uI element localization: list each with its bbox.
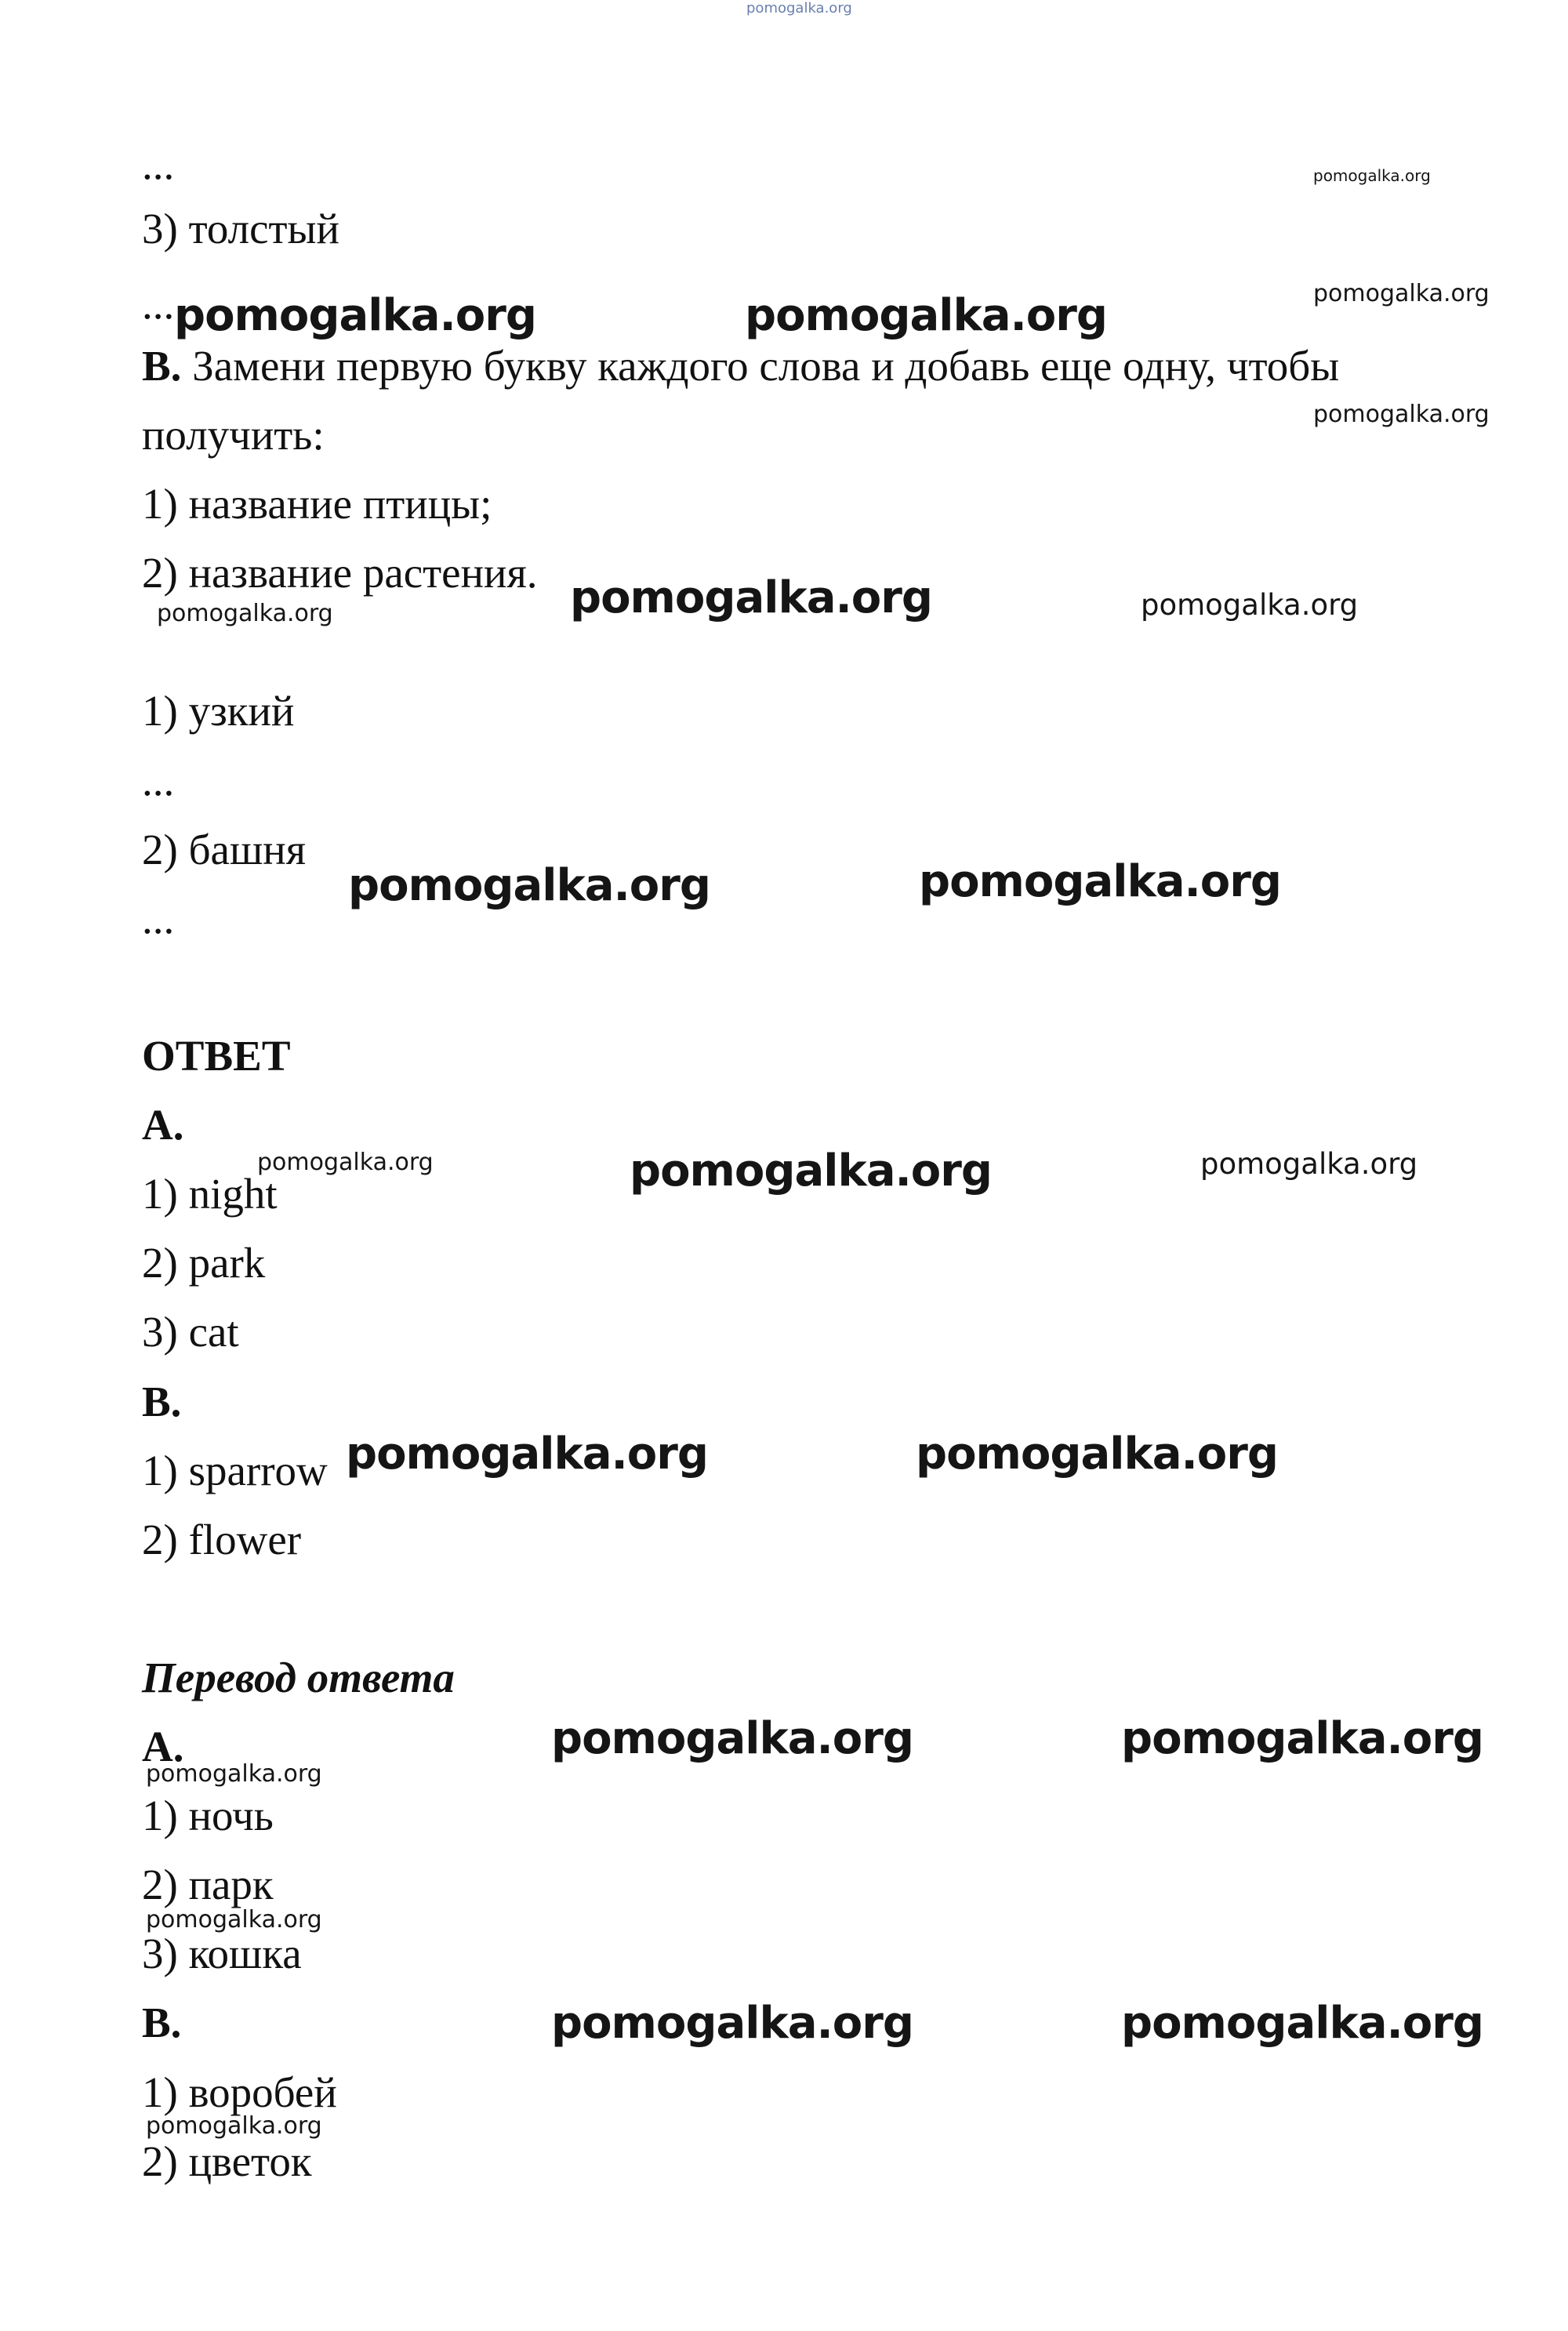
part-b-item-2: 2) название растения. [142,549,538,597]
watermark: pomogalka.org [174,290,536,341]
watermark: pomogalka.org [146,1760,322,1788]
answer-a-label: A. [142,1101,184,1149]
watermark: pomogalka.org [551,1998,913,2049]
watermark: pomogalka.org [1313,166,1431,185]
watermark: pomogalka.org [146,1906,322,1933]
part-b-instruction-cont: получить: [142,411,325,459]
watermark: pomogalka.org [157,600,333,627]
watermark: pomogalka.org [1121,1713,1483,1764]
answer-a-item: 1) night [142,1170,278,1218]
translation-heading: Перевод ответа [142,1654,455,1701]
ellipsis-line: ... [142,757,175,804]
answer-b-item: 2) flower [142,1516,302,1563]
ellipsis-line: ... [142,895,175,942]
watermark: pomogalka.org [919,856,1281,907]
watermark: pomogalka.org [1313,401,1490,428]
watermark: pomogalka.org [257,1149,434,1176]
watermark: pomogalka.org [745,290,1107,341]
task-word-2: 2) башня [142,826,307,873]
watermark: pomogalka.org [551,1713,913,1764]
answer-a-item: 3) cat [142,1308,239,1356]
watermark: pomogalka.org [1200,1147,1418,1181]
ellipsis-line: ... [142,280,175,328]
translation-a-item: 2) парк [142,1861,274,1908]
translation-b-item: 1) воробей [142,2068,337,2116]
translation-a-item: 3) кошка [142,1930,302,1977]
watermark: pomogalka.org [348,860,710,911]
part-b-item-1: 1) название птицы; [142,480,492,528]
watermark: pomogalka.org [1141,588,1359,622]
watermark: pomogalka.org [570,572,932,623]
watermark: pomogalka.org [1313,280,1490,307]
translation-a-label: A. [142,1723,184,1770]
answer-heading: ОТВЕТ [142,1032,291,1080]
ellipsis-line: ... [142,140,175,188]
translation-b-item: 2) цветок [142,2137,312,2185]
part-b-instruction [142,341,1339,391]
watermark: pomogalka.org [630,1146,992,1196]
watermark: pomogalka.org [146,2112,322,2140]
translation-a-item: 1) ночь [142,1792,274,1839]
part-b-label: B. [142,342,182,390]
watermark: pomogalka.org [916,1429,1278,1480]
answer-b-label: B. [142,1378,182,1425]
header-watermark: pomogalka.org [746,0,852,16]
answer-b-item: 1) sparrow [142,1447,328,1494]
watermark: pomogalka.org [346,1429,708,1480]
answer-a-item: 2) park [142,1239,266,1287]
task-item-3: 3) толстый [142,205,339,252]
part-b-text: Замени первую букву каждого слова и добавь еще одну, чтобы [181,342,1340,390]
task-word-1: 1) узкий [142,687,295,735]
watermark: pomogalka.org [1121,1998,1483,2049]
translation-b-label: B. [142,1999,182,2046]
